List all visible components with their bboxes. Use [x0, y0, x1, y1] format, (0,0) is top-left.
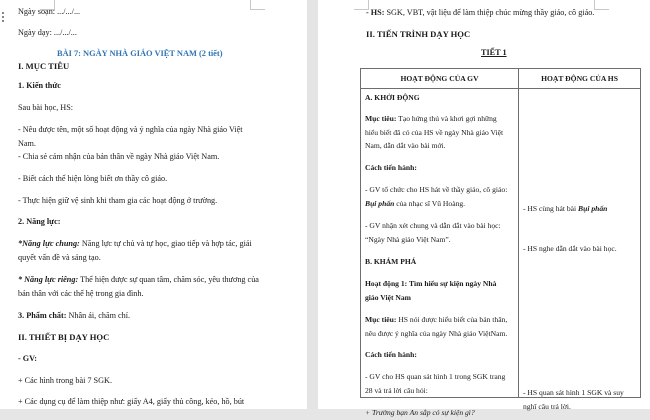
knowledge-line: Nam. [18, 139, 36, 148]
hs-text: SGK, VBT, vật liệu để làm thiệp chúc mừng thầy giáo, cô giáo. [384, 8, 595, 17]
muc-tieu-line: nêu được ý nghĩa của ngày Nhà giáo ViệtNam. [365, 329, 508, 338]
gv-item: + Các dụng cụ để làm thiệp như: giấy A4, giấy thủ công, kéo, hồ, bút [18, 397, 245, 406]
pham-chat-text: Nhân ái, chăm chỉ. [66, 311, 131, 320]
gv-label: - GV: [18, 354, 38, 363]
cach-tien-hanh: Cách tiến hành: [365, 163, 417, 172]
step-line: - GV tổ chức cho HS hát về thầy giáo, cô giáo: [365, 185, 508, 194]
muc-tieu-line: hiểu biết đã có của HS về ngày Nhà giáo Việt [365, 128, 504, 137]
hs-response [523, 202, 607, 216]
step-line: “Ngày Nhà giáo Việt Nam”. [365, 235, 451, 244]
hs-label: - HS: [366, 8, 385, 17]
song-title: Bụi phấn [578, 204, 608, 213]
table-header-row [361, 69, 641, 89]
sub-kien-thuc: 1. Kiến thức [18, 81, 61, 90]
hs-activity-cell [519, 89, 641, 411]
knowledge-line: - Nêu được tên, một số hoạt động và ý nghĩa của ngày Nhà giáo Việt [18, 125, 243, 134]
step-line [365, 197, 465, 211]
step-line: - GV cho HS quan sát hình 1 trong SGK trang [365, 372, 506, 381]
hoat-dong-1: Hoạt động 1: Tìm hiểu sự kiện ngày Nhà [365, 279, 497, 288]
section-kham-pha: B. KHÁM PHÁ [365, 257, 417, 266]
document-page-right [318, 0, 650, 417]
hs-response: nghĩ câu trả lời. [523, 402, 571, 411]
section-muc-tieu: I. MỤC TIÊU [18, 61, 70, 71]
header-hs: HOẠT ĐỘNG CỦA HS [519, 69, 641, 89]
section-khoi-dong: A. KHỞI ĐỘNG [365, 93, 420, 102]
nang-luc-rieng [18, 273, 259, 287]
table-row [361, 89, 641, 398]
cach-tien-hanh: Cách tiến hành: [365, 350, 417, 359]
hs-response-text: - HS cùng hát bài [523, 204, 579, 213]
intro-text: Sau bài học, HS: [18, 103, 74, 112]
section-thiet-bi: II. THIẾT BỊ DẠY HỌC [18, 332, 110, 342]
muc-tieu-label: Mục tiêu: [365, 114, 397, 123]
margin-crop-mark [594, 0, 609, 10]
nang-luc-chung-text: Năng lực tự chủ và tự học, giao tiếp và hợp tác, giải [79, 239, 252, 248]
nang-luc-rieng-label: * Năng lực riêng: [18, 275, 79, 284]
page-gutter [307, 0, 318, 409]
nang-luc-chung-cont: quyết vấn đề và sáng tạo. [18, 253, 101, 262]
step-line: - GV nhận xét chung và dẫn dắt vào bài học: [365, 221, 501, 230]
muc-tieu-line: Nam, dẫn dắt vào bài mới. [365, 141, 446, 150]
pham-chat [18, 309, 130, 323]
gv-activity-cell [361, 89, 519, 417]
margin-crop-mark [250, 0, 265, 10]
drag-handle-icon[interactable] [2, 12, 4, 24]
hoat-dong-1: giáo Việt Nam [365, 293, 411, 302]
tiet-heading: TIẾT 1 [481, 48, 507, 57]
muc-tieu-text: HS nói được hiểu biết của bản thân, [396, 315, 508, 324]
nang-luc-rieng-text: Thể hiện được sự quan tâm, chăm sóc, yêu thương của [78, 275, 259, 284]
nang-luc-rieng-line2: bản thân với các thế hệ trong gia đình. [18, 289, 144, 298]
muc-tieu-line [365, 313, 507, 327]
hs-response: - HS quan sát hình 1 SGK và suy [523, 388, 624, 397]
header-gv: HOẠT ĐỘNG CỦA GV [361, 69, 519, 89]
lesson-table [360, 68, 641, 417]
step-line: 28 và trả lời câu hỏi: [365, 386, 428, 395]
ngay-soan: Ngày soạn: .../.../... [18, 7, 81, 16]
knowledge-line: - Biết cách thể hiện lòng biết ơn thầy cô giáo. [18, 174, 168, 183]
document-page-left [0, 0, 307, 409]
nang-luc-chung-label: *Năng lực chung: [18, 239, 80, 248]
sub-nang-luc: 2. Năng lực: [18, 217, 61, 226]
step-text: của nhạc sĩ Vũ Hoàng. [394, 199, 466, 208]
hs-response: - HS nghe dẫn dắt vào bài học. [523, 244, 617, 253]
knowledge-line: - Thực hiện giữ vệ sinh khi tham gia các hoạt động ở trường. [18, 196, 218, 205]
lesson-title: BÀI 7: NGÀY NHÀ GIÁO VIỆT NAM (2 tiết) [57, 49, 223, 58]
song-title: Bụi phấn [365, 199, 395, 208]
nang-luc-chung [18, 237, 252, 251]
section-tien-trinh: II. TIẾN TRÌNH DẠY HỌC [366, 29, 471, 39]
pham-chat-label: 3. Phẩm chất: [18, 311, 67, 320]
ngay-day: Ngày dạy: .../.../... [18, 28, 77, 37]
gv-item: + Các hình trong bài 7 SGK. [18, 376, 112, 385]
muc-tieu-line [365, 112, 497, 126]
question-line: + Trường bạn An sắp có sự kiện gì? [365, 408, 475, 417]
muc-tieu-text: Tạo hứng thú và khơi gợi những [396, 114, 497, 123]
knowledge-line: - Chia sẻ cảm nhận của bản thân về ngày Nhà giáo Việt Nam. [18, 152, 220, 161]
hs-materials [366, 6, 594, 20]
muc-tieu-label: Mục tiêu: [365, 315, 397, 324]
